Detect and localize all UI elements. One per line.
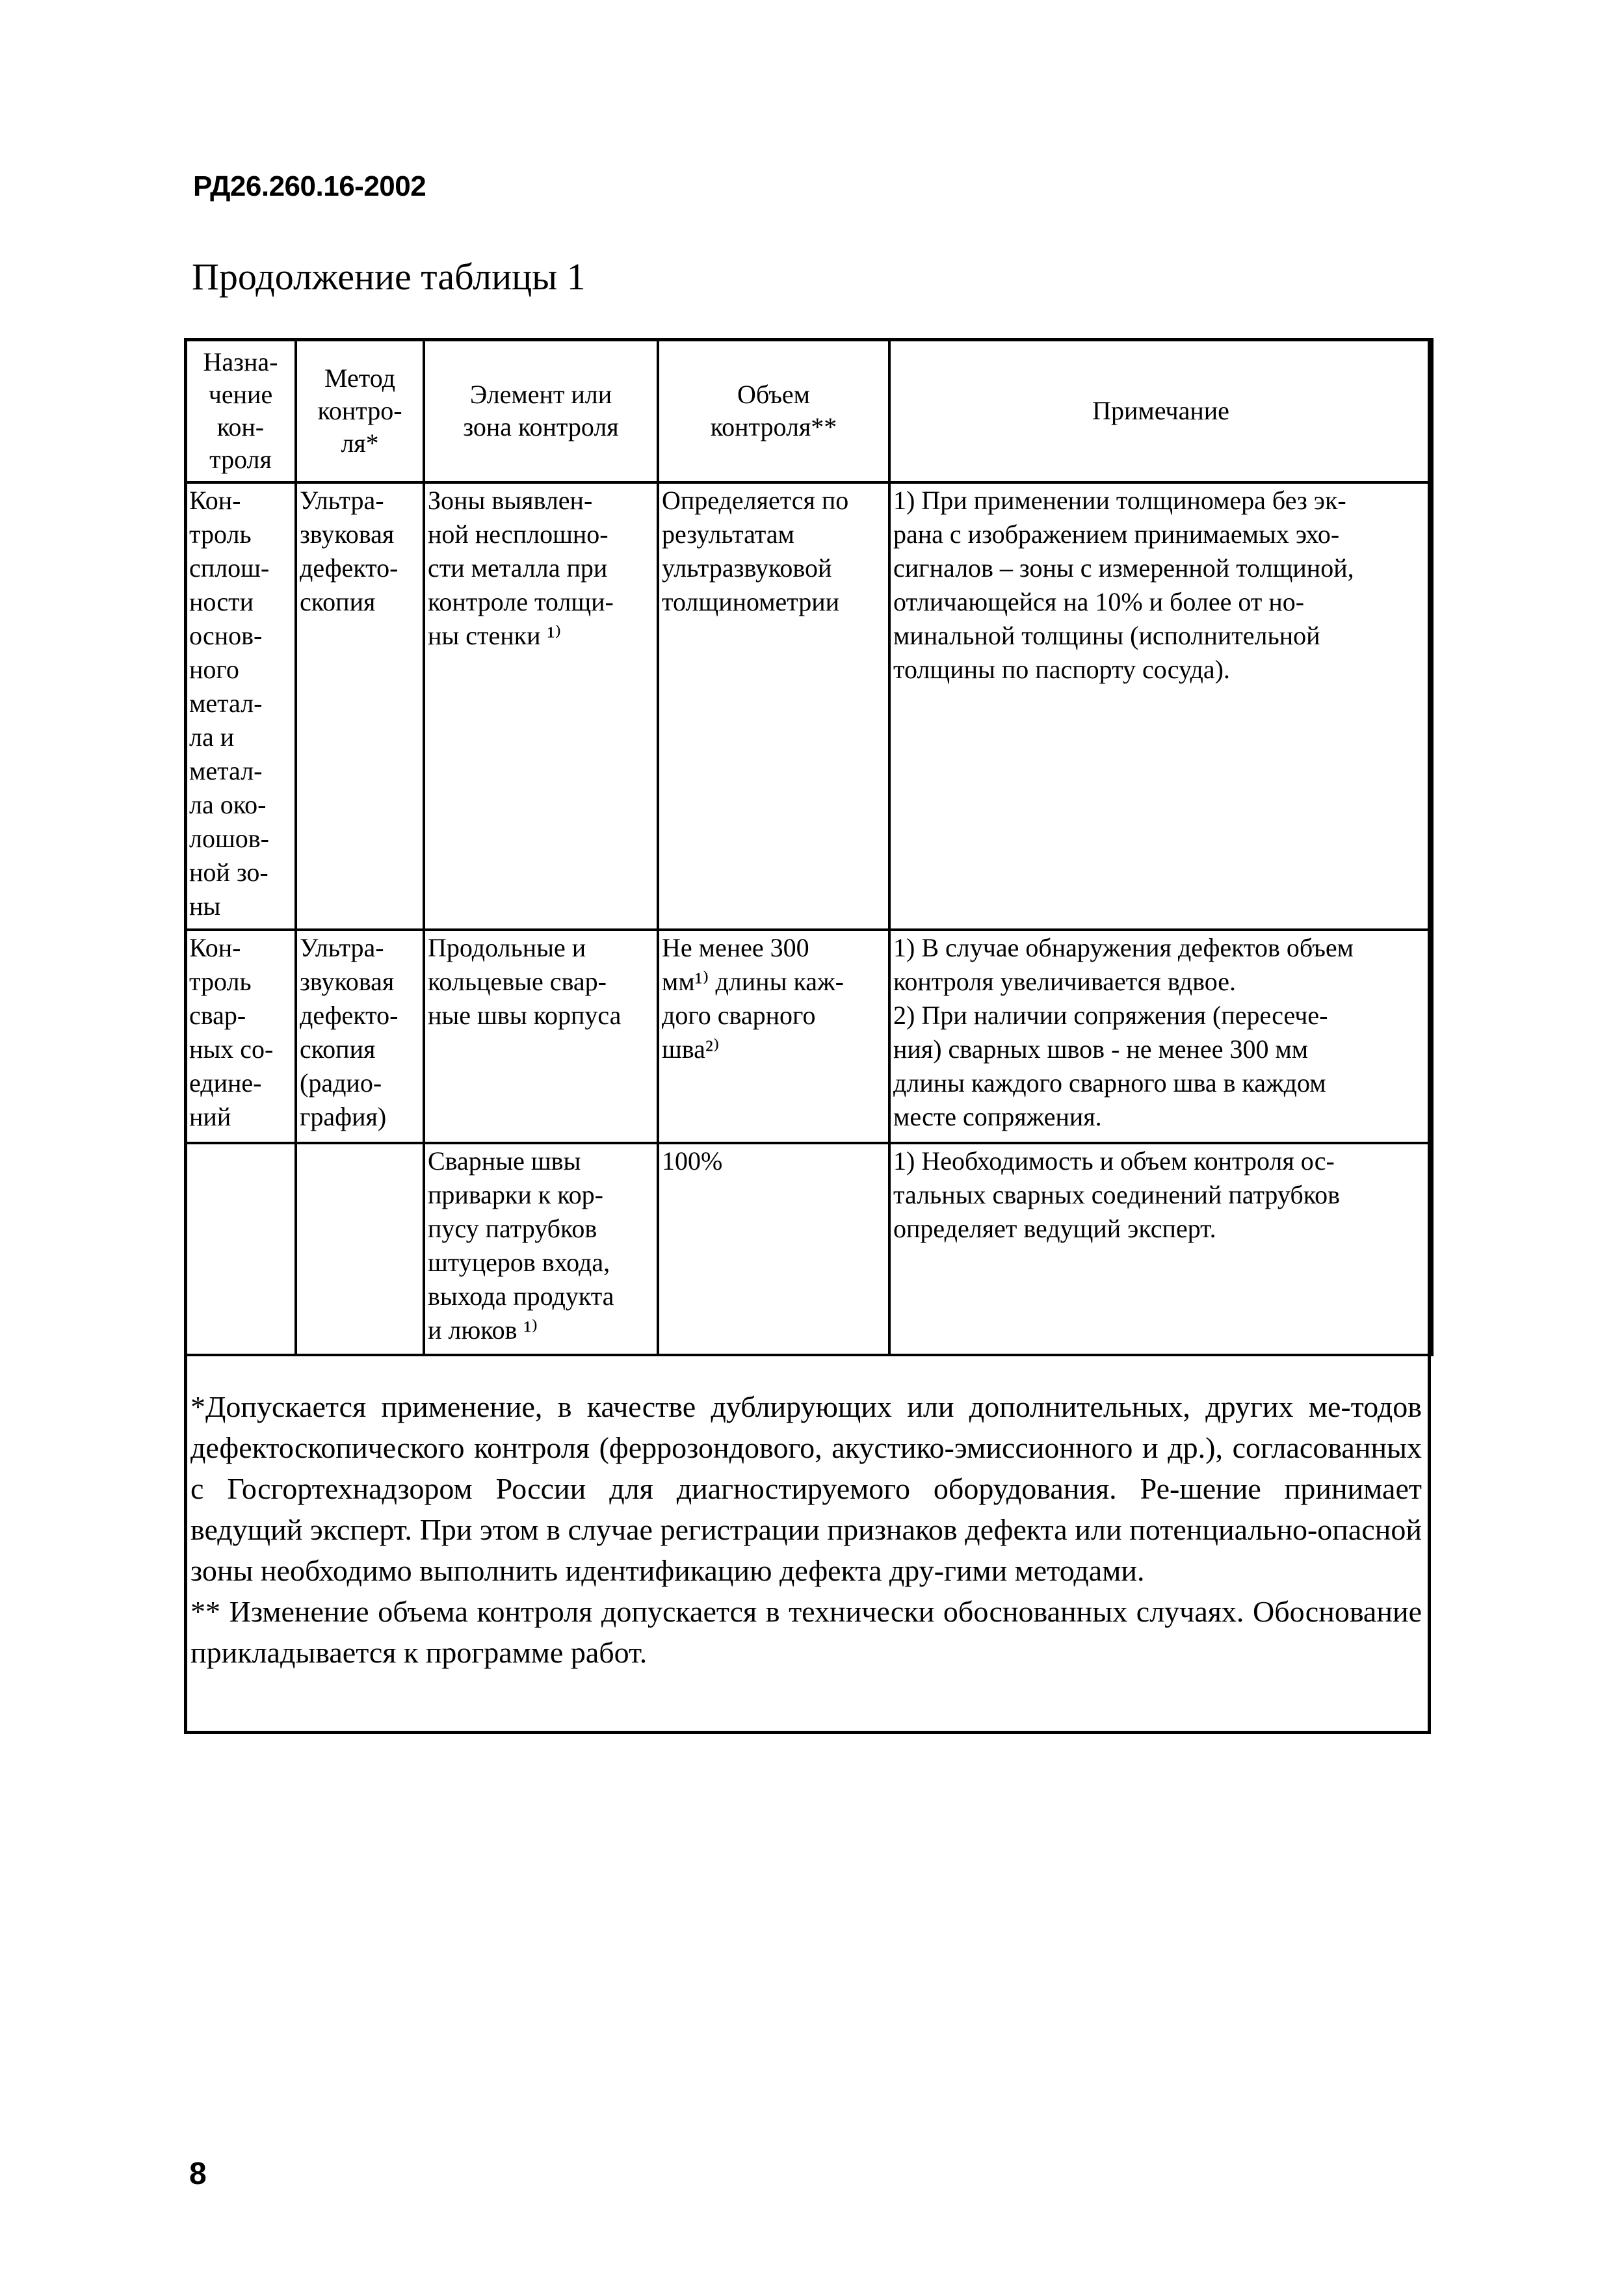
cell-volume: 100%: [658, 1143, 889, 1355]
header-note: Примечание: [889, 339, 1432, 482]
cell-element: Зоны выявлен- ной несплошно- сти металла при контроле толщи- ны стенки ¹⁾: [424, 482, 658, 930]
header-method: Метод контро- ля*: [296, 339, 424, 482]
cell-method: [296, 1143, 424, 1355]
cell-volume: Определяется по результатам ультразвуковой толщинометрии: [658, 482, 889, 930]
cell-note: 1) В случае обнаружения дефектов объем контроля увеличивается вдвое. 2) При наличии сопряжения (пересече- ния) сварных швов - не менее 300 мм длины каждого сварного шва в каждом месте сопряжения.: [889, 930, 1432, 1143]
control-table: [184, 338, 1434, 1356]
cell-element: Сварные швы приварки к кор- пусу патрубков штуцеров входа, выхода продукта и люков ¹⁾: [424, 1143, 658, 1355]
cell-volume: Не менее 300 мм¹⁾ длины каж- дого сварного шва²⁾: [658, 930, 889, 1143]
cell-note: 1) При применении толщиномера без эк- рана с изображением принимаемых эхо- сигналов – зоны с измеренной толщиной, отличающейся на 10% и более от но- минальной толщины (исполнительной толщины по паспорту сосуда).: [889, 482, 1432, 930]
header-volume: Объем контроля**: [658, 339, 889, 482]
cell-purpose: Кон- троль свар- ных со- едине- ний: [185, 930, 296, 1143]
table-title: Продолжение таблицы 1: [192, 256, 586, 298]
cell-purpose: [185, 1143, 296, 1355]
document-code: РД26.260.16-2002: [193, 170, 426, 202]
table-row: [185, 930, 1432, 1143]
cell-element: Продольные и кольцевые свар- ные швы корпуса: [424, 930, 658, 1143]
table-footnotes: [190, 1386, 1422, 1673]
footnote-star: *Допускается применение, в качестве дублирующих или дополнительных, других ме-тодов дефектоскопического контроля (феррозондового, акустико-эмиссионного и др.), согласованных с Госгортехнадзором России для диагностируемого оборудования. Ре-шение принимает ведущий эксперт. При этом в случае регистрации признаков дефекта или потенциально-опасной зоны необходимо выполнить идентификацию дефекта дру-гими методами.: [190, 1390, 1422, 1587]
cell-note: 1) Необходимость и объем контроля ос- тальных сварных соединений патрубков определяет ведущий эксперт.: [889, 1143, 1432, 1355]
header-element: Элемент или зона контроля: [424, 339, 658, 482]
cell-purpose: Кон- троль сплош- ности основ- ного метал- ла и метал- ла око- лошов- ной зо- ны: [185, 482, 296, 930]
table-row: [185, 482, 1432, 930]
header-purpose: Назна- чение кон- троля: [185, 339, 296, 482]
cell-method: Ультра- звуковая дефекто- скопия: [296, 482, 424, 930]
table-row: [185, 1143, 1432, 1355]
table-header-row: [185, 339, 1432, 482]
footnote-double-star: ** Изменение объема контроля допускается в технически обоснованных случаях. Обоснование прикладывается к программе работ.: [190, 1595, 1422, 1669]
page-number: 8: [189, 2157, 207, 2191]
cell-method: Ультра- звуковая дефекто- скопия (радио- графия): [296, 930, 424, 1143]
